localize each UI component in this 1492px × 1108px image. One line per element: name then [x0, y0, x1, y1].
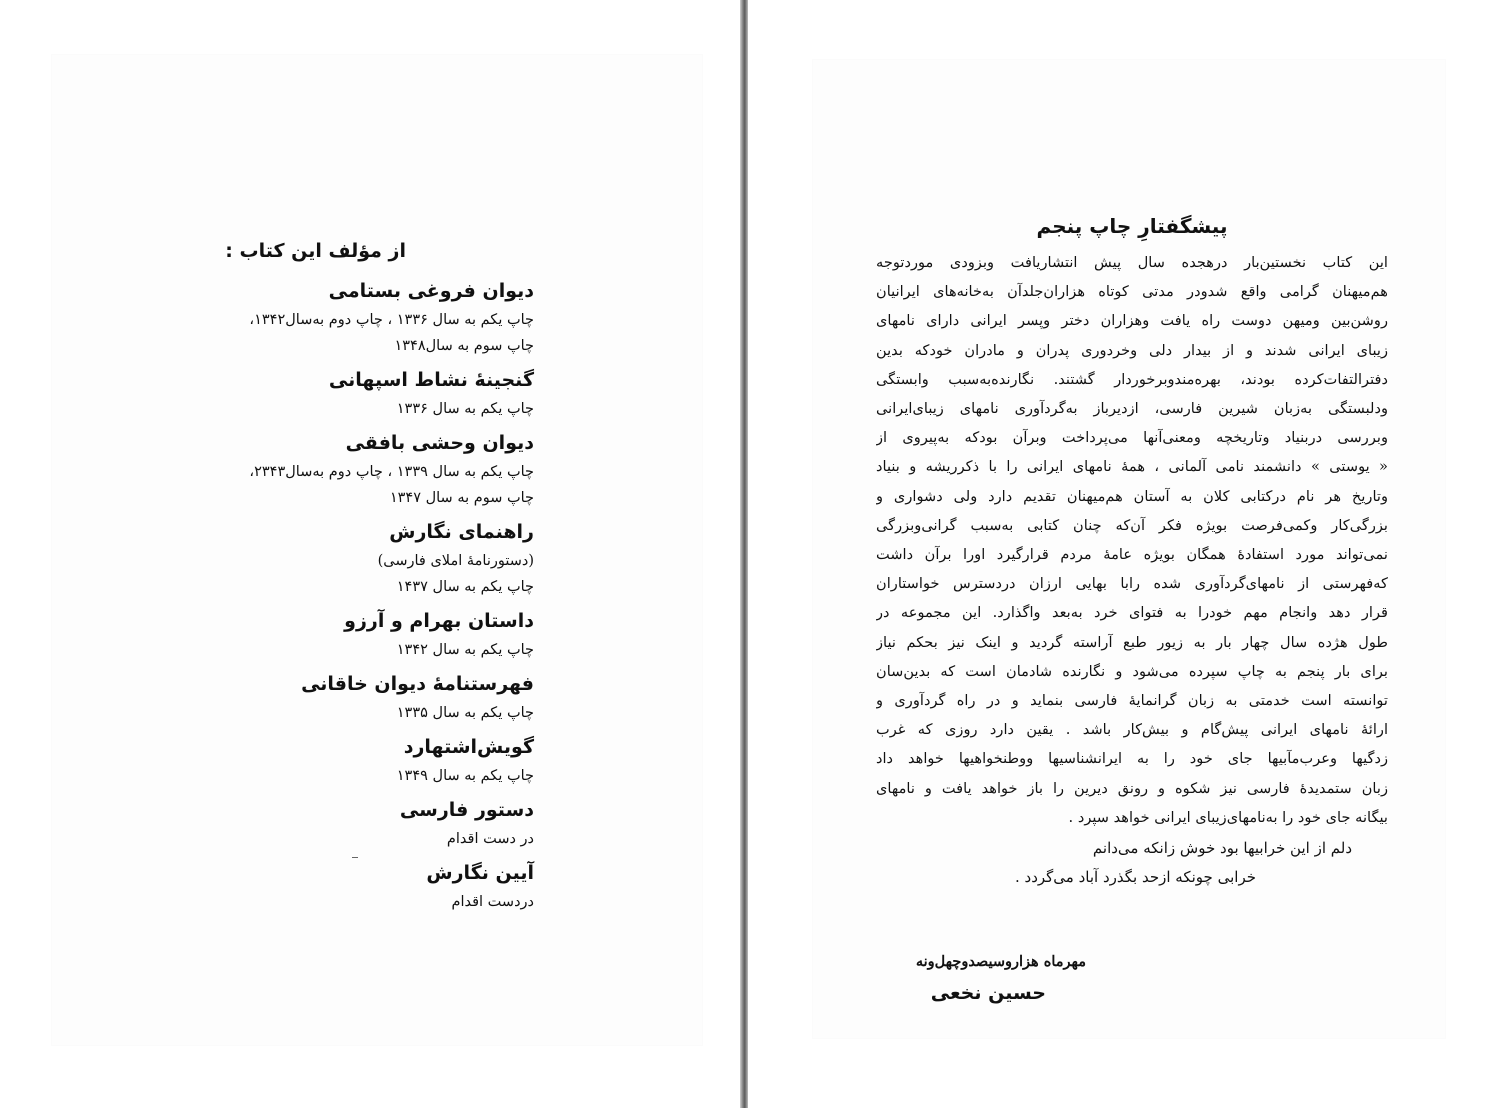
- preface-line: این کتاب نخستین‌بار درهجده سال‌ پیش انتشاریافت وبزودی موردتوجه: [876, 254, 1388, 271]
- poem-line: خرابی چونکه ازحد بگذرد آباد می‌گردد .: [1014, 868, 1256, 887]
- author-works-list: [140, 236, 534, 921]
- preface-line: ارائهٔ نامهای ایرانی پیش‌گام و بیش‌کار باشد . یقین دارد روزی که غرب‌: [876, 721, 1388, 739]
- work-entry: [140, 606, 534, 663]
- preface-line: وتاریخ هر نام درکتابی کلان به آستان هم‌میهنان تقدیم دارد ولی دشواری و: [876, 487, 1388, 505]
- preface-line: ودلبستگی به‌زبان شیرین فارسی، ازدیرباز به‌گردآوری نامهای زیبای‌ایرانی: [876, 400, 1388, 418]
- work-edition-note: چاپ یکم به سال ۱۳۳۶: [396, 401, 534, 417]
- preface-line: طول هژده سال چهار بار به زیور طبع آراسته گردید و اینک نیز بحکم نیاز: [876, 633, 1388, 651]
- preface-title: پیشگفتارِ چاپ پنجم: [1036, 214, 1228, 238]
- work-edition-note: چاپ یکم به سال ۱۳۴۹: [396, 768, 534, 784]
- book-spine: [740, 0, 748, 1108]
- poem-line: دلم از این خرابیها بود خوش زانکه می‌دانم: [1092, 839, 1352, 858]
- preface-line: بزرگی‌کار وکمی‌فرصت بویژه فکر آن‌که چنان کتابی به‌سبب گرانی‌وبزرگی: [876, 516, 1388, 534]
- work-entry: [140, 858, 534, 915]
- preface-line: بیگانه جای خود را به‌نامهای‌زیبای ایرانی خواهد سپرد .: [1068, 808, 1388, 826]
- work-edition-note: چاپ یکم به سال ۱۳۳۹ ، چاپ دوم به‌سال۲۳۴۳،: [249, 464, 534, 480]
- works-heading: از مؤلف این کتاب :: [225, 240, 406, 262]
- preface-body: [876, 248, 1388, 832]
- work-entry: [140, 517, 534, 600]
- preface-line: دفترالتفات‌کرده بودند، بهره‌مندوبرخوردار گشتند. نگارنده‌به‌سبب وابستگی: [876, 370, 1388, 388]
- preface-line: برای بار پنجم به چاپ سپرده می‌شود و نگارنده شادمان است که بدین‌سان: [876, 662, 1388, 680]
- preface-line: هم‌میهنان گرامی واقع شدودر مدتی کوتاه هزاران‌جلدآن به‌خانه‌های ایرانیان: [876, 283, 1388, 301]
- works-container: [140, 276, 534, 915]
- work-title: راهنمای نگارش: [389, 521, 534, 543]
- author-name: حسین نخعی: [930, 982, 1046, 1004]
- preface-line: وبررسی دربنیاد وتاریخچه ومعنی‌آنها می‌پرداخت وبرآن بودکه به‌پیروی از: [876, 429, 1388, 447]
- ink-speck: [352, 857, 358, 858]
- work-entry: [140, 276, 534, 359]
- preface-line: زدگیها وعرب‌مآبیها جای خود را به ایرانشناسیها ووطنخواهیها خواهد داد: [876, 750, 1388, 768]
- work-title: فهرستنامهٔ دیوان خاقانی: [301, 673, 534, 695]
- work-edition-note: چاپ سوم به سال۱۳۴۸: [394, 338, 534, 354]
- work-edition-note: چاپ یکم به سال ۱۳۳۶ ، چاپ دوم به‌سال۱۳۴۲،: [249, 312, 534, 328]
- work-title: دیوان فروغی بستامی: [328, 280, 534, 302]
- preface-line: زیبای ایرانی شدند و از بیدار دلی وخردوری پدران و مادران خودکه بدین: [876, 341, 1388, 359]
- work-entry: [140, 365, 534, 422]
- preface-line: زبان ستمدیدهٔ فارسی نیز شکوه و رونق دیرین را باز خواهد یافت و نامهای: [876, 779, 1388, 797]
- work-title: داستان بهرام و آرزو: [344, 610, 534, 632]
- preface-line: که‌فهرستی از نامهای‌گردآوری شده رابا بهایی ارزان دردسترس خواستاران: [876, 575, 1388, 593]
- work-title: گویش‌اشتهارد: [403, 736, 534, 758]
- work-title: گنجینهٔ نشاط اسپهانی: [328, 369, 534, 391]
- preface-line: توانسته است خدمتی به زبان گرانمایهٔ فارسی بنماید و در راه گردآوری و: [876, 692, 1388, 710]
- preface-line: « یوستی » دانشمند نامی آلمانی ، همهٔ نامهای ایرانی را با ذکرریشه و بنیاد: [876, 458, 1388, 476]
- right-page: [748, 0, 1492, 1108]
- preface-line: نمی‌تواند مورد استفادهٔ همگان بویژه عامهٔ مردم قرارگیرد اورا برآن داشت: [876, 546, 1388, 564]
- work-title: دستور فارسی: [399, 799, 534, 821]
- work-title: دیوان وحشی بافقی: [345, 432, 534, 454]
- work-entry: [140, 669, 534, 726]
- work-edition-note: چاپ یکم به سال ۱۳۳۵: [396, 705, 534, 721]
- work-entry: [140, 795, 534, 852]
- left-page: [0, 0, 740, 1108]
- work-title: آیین نگارش: [426, 862, 534, 884]
- work-entry: [140, 428, 534, 511]
- work-entry: [140, 732, 534, 789]
- preface-line: قرار دهد وانجام مهم خودرا به فتوای خرد به‌بعد واگذارد. این مجموعه در: [876, 604, 1388, 622]
- work-edition-note: چاپ یکم به سال ۱۴۳۷: [396, 579, 534, 595]
- signature-block: [886, 948, 1086, 1010]
- work-edition-note: (دستورنامهٔ املای فارسی): [377, 553, 534, 569]
- work-edition-note: در دست اقدام: [446, 831, 534, 847]
- signature-date: مهرماه هزاروسیصدوچهل‌ونه: [915, 953, 1086, 970]
- work-edition-note: چاپ یکم به سال ۱۳۴۲: [396, 642, 534, 658]
- preface: [876, 208, 1388, 892]
- work-edition-note: دردست اقدام: [451, 894, 534, 910]
- poem-couplet: [876, 834, 1388, 892]
- work-edition-note: چاپ سوم به سال ۱۳۴۷: [389, 490, 534, 506]
- preface-line: روشن‌بین ومیهن دوست راه یافت وهزاران دختر وپسر ایرانی دارای نامهای: [876, 312, 1388, 330]
